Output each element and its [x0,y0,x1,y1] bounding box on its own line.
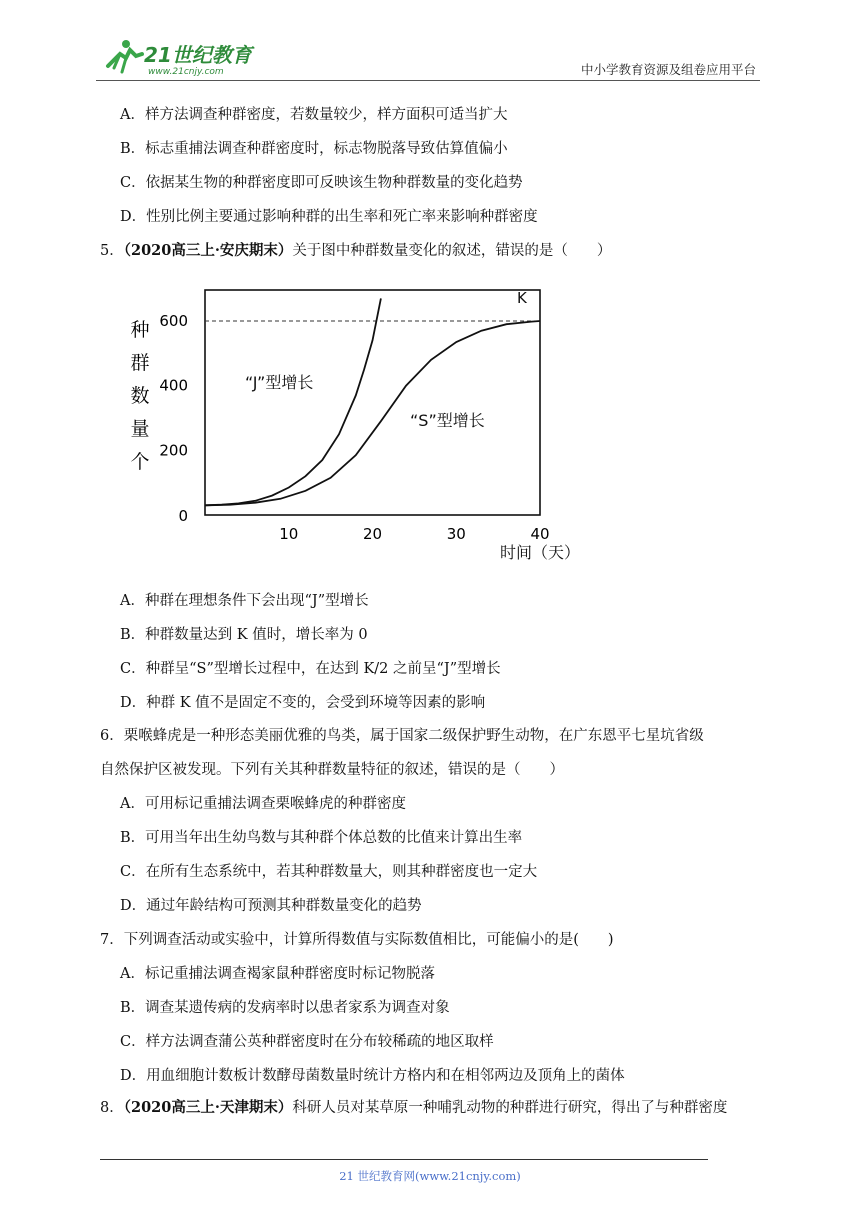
x-tick-label: 10 [279,525,299,543]
q8-source: （2020高三上·天津期末） [123,1099,293,1116]
footer-divider [100,1159,708,1160]
x-tick-label: 40 [530,525,550,543]
q4-option-b: B．标志重捕法调查种群密度时，标志物脱落导致估算值偏小 [120,141,508,157]
q6-option-a: A．可用标记重捕法调查栗喉蜂虎的种群密度 [120,796,406,812]
q5-option-a: A．种群在理想条件下会出现“J”型增长 [120,593,369,609]
j-curve-label: “J”型增长 [245,373,314,392]
q6-option-d: D．通过年龄结构可预测其种群数量变化的趋势 [120,898,422,914]
q6-stem-line1: 6．栗喉蜂虎是一种形态美丽优雅的鸟类，属于国家二级保护野生动物，在广东恩平七星坑省级 [100,728,704,744]
runner-icon [108,40,142,72]
y-label-char: 数 [130,385,150,407]
x-tick-label: 20 [362,525,383,543]
q5-option-d: D．种群 K 值不是固定不变的，会受到环境等因素的影响 [120,695,486,711]
header-platform-text: 中小学教育资源及组卷应用平台 [580,62,756,77]
y-tick-label: 600 [159,312,188,330]
q8-number: 8． [100,1100,124,1116]
q6-option-b: B．可用当年出生幼鸟数与其种群个体总数的比值来计算出生率 [120,830,523,846]
y-tick-label: 400 [159,376,188,395]
q6-option-c: C．在所有生态系统中，若其种群数量大，则其种群密度也一定大 [120,864,538,880]
y-axis-label [130,319,149,473]
q5-stem-text: 关于图中种群数量变化的叙述，错误的是（ ） [292,243,612,259]
y-label-char: 群 [130,352,150,374]
q4-option-a: A．样方法调查种群密度，若数量较少，样方面积可适当扩大 [120,107,508,123]
s-curve-label: “S”型增长 [410,411,485,430]
q6-stem-line2: 自然保护区被发现。下列有关其种群数量特征的叙述，错误的是（ ） [100,762,564,778]
q5-option-c: C．种群呈“S”型增长过程中，在达到 K/2 之前呈“J”型增长 [120,661,501,677]
q7-stem: 7．下列调查活动或实验中，计算所得数值与实际数值相比，可能偏小的是( ) [100,932,614,948]
q7-option-b: B．调查某遗传病的发病率时以患者家系为调查对象 [120,1000,450,1016]
j-growth-curve [205,298,381,505]
y-tick-label: 0 [178,507,188,525]
logo-text: 21世纪教育 [144,43,252,67]
footer-link[interactable]: 21 世纪教育网(www.21cnjy.com) [339,1169,521,1183]
q7-option-d: D．用血细胞计数板计数酵母菌数量时统计方格内和在相邻两边及顶角上的菌体 [120,1068,625,1084]
q5-stem [100,244,611,259]
population-growth-chart [120,278,590,568]
s-growth-curve [205,321,540,505]
header-divider [96,80,760,81]
site-logo [96,36,266,78]
q8-stem-text: 科研人员对某草原一种哺乳动物的种群进行研究，得出了与种群密度 [292,1100,728,1116]
q5-option-b: B．种群数量达到 K 值时，增长率为 0 [120,627,368,643]
y-label-char: 种 [130,319,150,341]
plot-frame [205,290,540,515]
q4-option-c: C．依据某生物的种群密度即可反映该生物种群数量的变化趋势 [120,175,523,191]
x-axis-label: 时间（天） [499,543,581,562]
y-label-char: 量 [130,418,150,440]
logo-url: www.21cnjy.com [148,67,224,77]
q8-stem [100,1101,727,1116]
q5-source: （2020高三上·安庆期末） [123,242,293,259]
y-label-char: 个 [130,451,150,473]
k-label: K [517,289,527,307]
q5-number: 5． [100,243,124,259]
q4-option-d: D．性别比例主要通过影响种群的出生率和死亡率来影响种群密度 [120,209,538,225]
q7-option-a: A．标记重捕法调查褐家鼠种群密度时标记物脱落 [120,966,435,982]
q7-option-c: C．样方法调查蒲公英种群密度时在分布较稀疏的地区取样 [120,1034,494,1050]
x-tick-label: 30 [446,525,466,543]
y-tick-label: 200 [159,441,188,460]
